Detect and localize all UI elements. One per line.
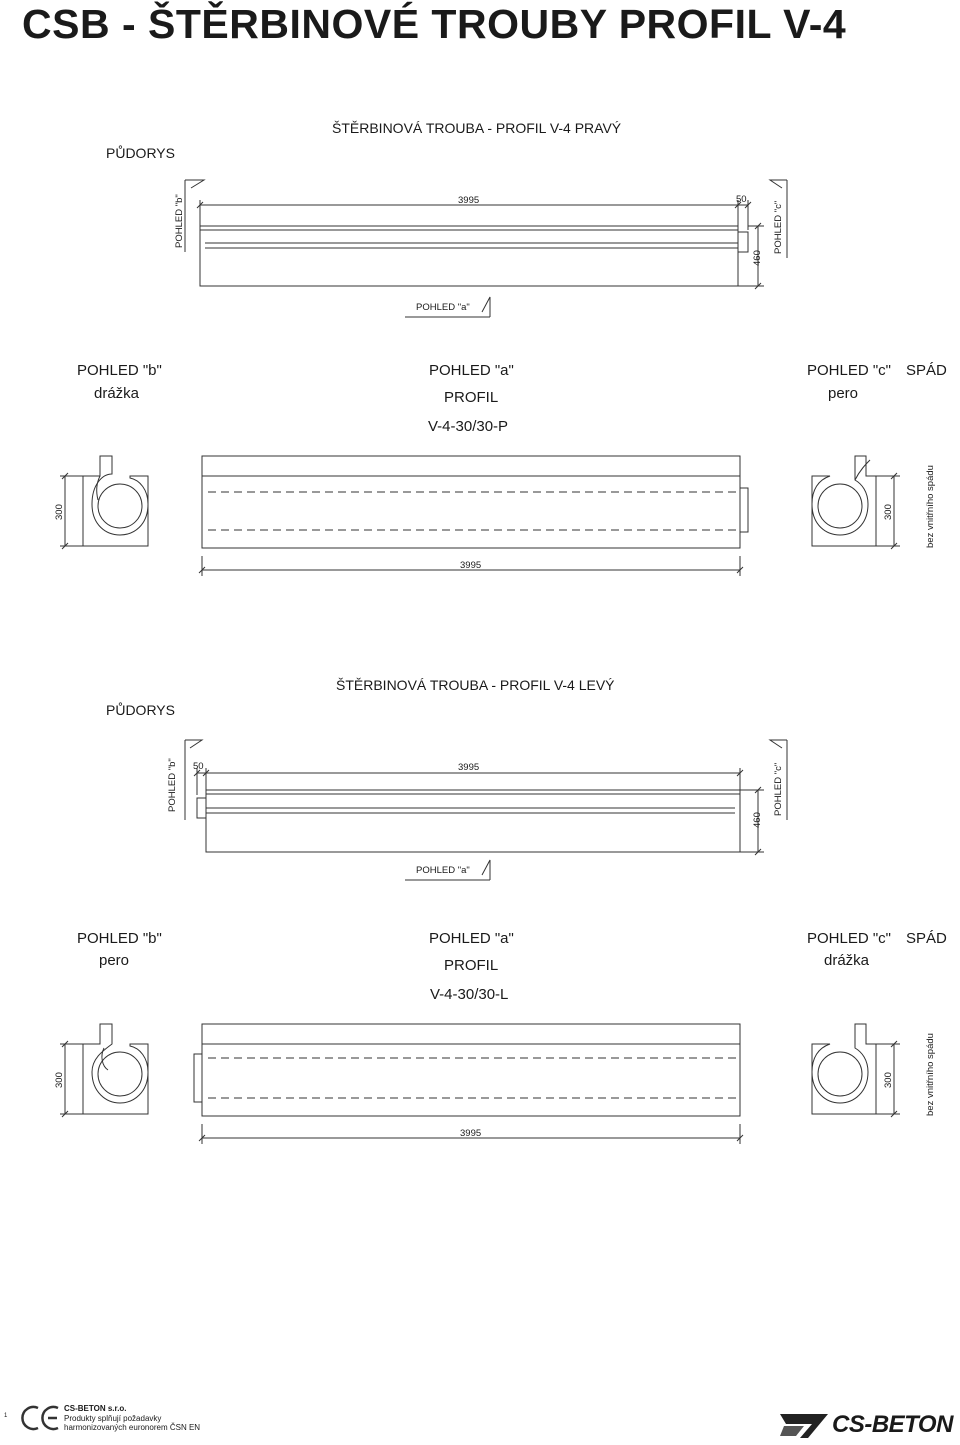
view-b-marker-label: POHLED "b" [174,194,185,248]
plan-width-dim: 460 [752,812,763,828]
slope-label: SPÁD [906,930,947,947]
view-c-title: POHLED "c" [807,362,892,379]
section-heading-left: ŠTĚRBINOVÁ TROUBA - PROFIL V-4 LEVÝ [336,677,615,693]
cs-beton-logo-text: CS-BETON [832,1411,953,1438]
side-view-a-right [199,456,748,576]
view-a-subtitle: PROFIL [444,389,499,406]
compliance-line-1: Produkty splňují požadavky [64,1414,162,1423]
length-dim: 3995 [460,1128,482,1139]
slope-label: SPÁD [906,362,947,379]
plan-offset-dim: 50 [736,194,747,205]
view-a-marker-label: POHLED "a" [416,865,470,876]
cross-section-c-right [812,456,900,549]
view-c-title: POHLED "c" [807,930,892,947]
view-c-subtitle: drážka [824,952,870,969]
view-b-title: POHLED "b" [77,930,162,947]
view-b-subtitle: pero [99,952,130,969]
slope-note: bez vnitřního spádu [925,465,936,548]
view-c-marker-label: POHLED "c" [773,762,784,816]
plan-offset-dim: 50 [193,761,204,772]
profile-code: V-4-30/30-L [430,986,509,1003]
profile-code: V-4-30/30-P [428,418,509,435]
cs-beton-logo-icon [780,1414,828,1438]
view-b-marker-label: POHLED "b" [167,758,178,812]
page-title: CSB - ŠTĚRBINOVÉ TROUBY PROFIL V-4 [22,1,847,47]
cross-section-b-left [60,1024,148,1117]
company-name: CS-BETON s.r.o. [64,1404,127,1413]
height-dim-right: 300 [883,504,894,520]
plan-label: PŮDORYS [106,702,175,718]
height-dim-left: 300 [54,1072,65,1088]
view-c-subtitle: pero [828,385,859,402]
cross-section-b-right [60,456,148,549]
length-dim: 3995 [460,560,482,571]
plan-label: PŮDORYS [106,145,175,161]
height-dim-right: 300 [883,1072,894,1088]
section-heading-right: ŠTĚRBINOVÁ TROUBA - PROFIL V-4 PRAVÝ [332,120,622,136]
side-view-a-left [194,1024,743,1144]
ce-mark-icon [22,1407,58,1429]
slope-note: bez vnitřního spádu [925,1033,936,1116]
compliance-line-2: harmonizovaných euronorem ČSN EN [64,1423,201,1432]
page-number: 1 [4,1413,8,1419]
cross-section-c-left [812,1024,900,1117]
plan-length-dim: 3995 [458,762,480,773]
height-dim-left: 300 [54,504,65,520]
view-a-marker-label: POHLED "a" [416,302,470,313]
view-a-subtitle: PROFIL [444,957,499,974]
plan-length-dim: 3995 [458,195,480,206]
view-b-title: POHLED "b" [77,362,162,379]
plan-view-left [185,740,787,880]
plan-width-dim: 460 [752,250,763,266]
view-b-subtitle: drážka [94,385,140,402]
view-a-title: POHLED "a" [429,362,514,379]
view-c-marker-label: POHLED "c" [773,200,784,254]
plan-view-right [185,180,787,317]
view-a-title: POHLED "a" [429,930,514,947]
